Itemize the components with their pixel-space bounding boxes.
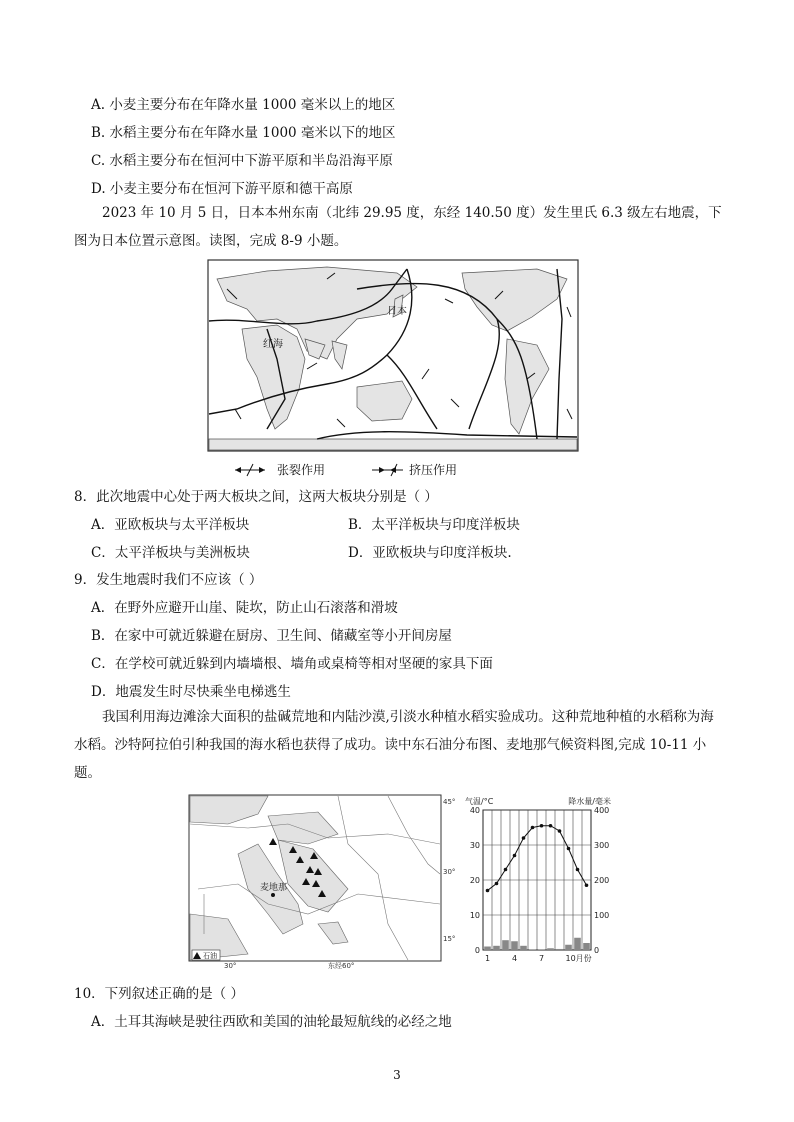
temp-point-6 [531,826,535,830]
q9-option-a: A．在野外应避开山崖、陡坎，防止山石滚落和滑坡 [91,600,398,616]
temp-point-8 [549,824,553,828]
lat-15-label: 15° [443,935,456,943]
left-tick-30: 30 [469,841,480,850]
temp-point-5 [522,836,526,840]
precip-bar-7 [538,949,545,950]
intro-8-9: 2023 年 10 月 5 日，日本本州东南（北纬 29.95 度，东经 140.50 度）发生里氏 6.3 级左右地震，下图为日本位置示意图。读图，完成 8-9 小题。 [74,205,722,249]
left-tick-20: 20 [469,876,480,885]
right-tick-300: 300 [594,841,610,850]
precip-bar-1 [484,947,491,951]
q8-stem: 8．此次地震中心处于两大板块之间，这两大板块分别是（ ） [74,489,438,505]
medina-dot [271,893,275,897]
q7-option-d: D. 小麦主要分布在恒河下游平原和德干高原 [91,181,353,197]
temp-point-3 [504,868,508,872]
right-tick-200: 200 [594,876,610,885]
right-tick-0: 0 [594,946,600,955]
temp-point-12 [585,883,589,887]
legend-tension-label: 张裂作用 [277,463,326,477]
medina-label: 麦地那 [260,883,288,893]
right-axis-label: 降水量/毫米 [568,797,611,806]
q9-stem: 9．发生地震时我们不应该（ ） [74,572,263,588]
precip-bar-8 [547,948,554,950]
q10-stem: 10．下列叙述正确的是（ ） [74,986,244,1002]
lat-45-label: 45° [443,798,456,806]
legend-compression-label: 挤压作用 [409,463,458,477]
right-tick-400: 400 [594,806,610,815]
q9-option-d: D．地震发生时尽快乘坐电梯逃生 [91,684,291,700]
japan-label: 日本 [387,306,407,317]
temp-point-4 [513,854,517,858]
legend-tension [235,462,325,477]
precip-bar-9 [556,949,563,950]
temp-point-11 [576,868,580,872]
precip-bar-11 [574,938,581,950]
red-sea-label: 红海 [263,339,283,350]
x-tick-2: 7 [538,954,545,963]
lon-60-label: 东经60° [328,962,355,970]
q9-option-b: B．在家中可就近躲避在厨房、卫生间、储藏室等小开间房屋 [91,628,452,644]
x-tick-3: 10月份 [565,954,592,963]
page-number: 3 [393,1068,401,1082]
temp-point-2 [495,882,499,886]
q7-option-a: A. 小麦主要分布在年降水量 1000 毫米以上的地区 [91,97,396,113]
q8-option-b: B．太平洋板块与印度洋板块 [348,517,520,533]
temp-point-9 [558,829,562,833]
precip-bar-6 [529,949,536,950]
world-plate-map [207,259,579,479]
temp-point-1 [486,889,490,893]
x-tick-1: 4 [511,954,518,963]
medina-climate-chart [465,794,613,970]
left-tick-0: 0 [474,946,480,955]
intro-10-11: 我国利用海边滩涂大面积的盐碱荒地和内陆沙漠,引淡水种植水稻实验成功。这种荒地种植的水稻称为海水稻。沙特阿拉伯引种我国的海水稻也获得了成功。读中东石油分布图、麦地那气候资料图,完成 10-11 小题。 [74,709,714,781]
temp-point-10 [567,847,571,851]
left-axis-label: 气温/°C [465,797,494,806]
lon-30-label: 30° [224,962,237,970]
q8-option-c: C．太平洋板块与美洲板块 [91,545,250,561]
precip-bar-10 [565,945,572,950]
q9-option-c: C．在学校可就近躲到内墙墙根、墙角或桌椅等相对坚硬的家具下面 [91,656,493,672]
precip-bar-2 [493,946,500,950]
x-tick-0: 1 [484,954,491,963]
lat-30-label: 30° [443,868,456,876]
q8-option-a: A．亚欧板块与太平洋板块 [91,517,250,533]
legend-compression [372,462,457,477]
q7-option-c: C. 水稻主要分布在恒河中下游平原和半岛沿海平原 [91,153,393,169]
precip-bar-12 [583,943,590,950]
precip-bar-3 [502,940,509,950]
left-tick-40: 40 [469,806,480,815]
precip-bar-4 [511,941,518,950]
mideast-oil-map [188,794,463,970]
right-tick-100: 100 [594,911,610,920]
q7-option-b: B. 水稻主要分布在年降水量 1000 毫米以下的地区 [91,125,396,141]
temp-point-7 [540,824,544,828]
oil-legend-label: 石油 [203,952,217,960]
q10-option-a: A．土耳其海峡是驶往西欧和美国的油轮最短航线的必经之地 [91,1014,452,1030]
precip-bar-5 [520,946,527,950]
q8-option-d: D．亚欧板块与印度洋板块. [348,545,512,561]
left-tick-10: 10 [469,911,480,920]
